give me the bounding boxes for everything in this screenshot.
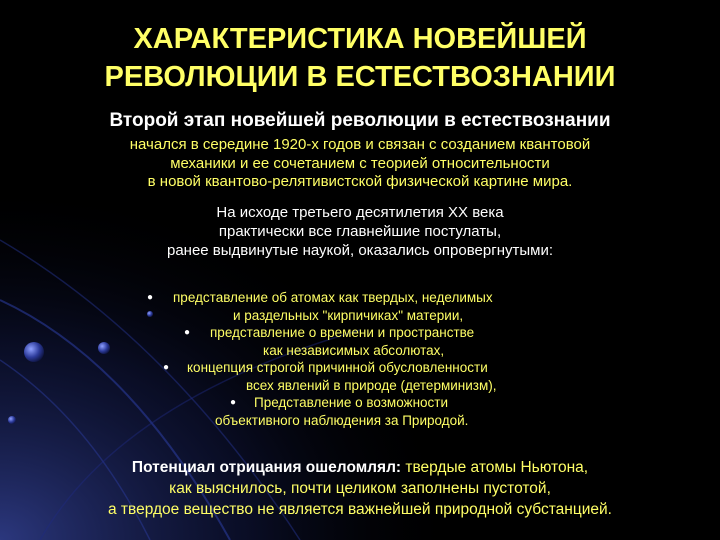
- postulates-paragraph: [20, 203, 700, 260]
- conclusion-line: твердые атомы Ньютона,: [401, 459, 589, 476]
- title-line: РЕВОЛЮЦИИ В ЕСТЕСТВОЗНАНИИ: [104, 61, 616, 93]
- conclusion-line: как выяснилось, почти целиком заполнены пустотой,: [169, 480, 551, 497]
- intro-text: [20, 136, 700, 192]
- bullet-icon: ●: [163, 362, 170, 373]
- bullet-text: как независимых абсолютах,: [263, 342, 445, 358]
- bullet-item: [184, 324, 720, 342]
- title-line: ХАРАКТЕРИСТИКА НОВЕЙШЕЙ: [133, 23, 587, 55]
- bullet-icon: ●: [184, 327, 191, 338]
- bullet-list: [0, 289, 720, 429]
- para-line: ранее выдвинутые наукой, оказались опровергнутыми:: [166, 242, 553, 259]
- conclusion-line: а твердое вещество не является важнейшей природной субстанцией.: [108, 501, 612, 518]
- intro-line: начался в середине 1920-х годов и связан с созданием квантовой: [129, 136, 591, 153]
- para-line: практически все главнейшие постулаты,: [218, 223, 502, 240]
- bullet-item: [147, 289, 720, 307]
- para-line: На исходе третьего десятилетия XX века: [216, 204, 504, 221]
- bullet-icon: ●: [230, 397, 237, 408]
- intro-line: механики и ее сочетанием с теорией относительности: [170, 154, 550, 172]
- slide-title: [60, 20, 660, 96]
- bullet-text: объективного наблюдения за Природой.: [215, 412, 469, 428]
- bullet-text: представление об атомах как твердых, неделимых: [173, 290, 493, 305]
- bullet-text: всех явлений в природе (детерминизм),: [246, 377, 497, 393]
- section-heading: Второй этап новейшей революции в естествознании: [109, 110, 611, 131]
- bullet-text: представление о времени и пространстве: [210, 325, 475, 340]
- conclusion-lead: Потенциал отрицания ошеломлял:: [131, 459, 402, 476]
- intro-line: в новой квантово-релятивистской физической картине мира.: [147, 173, 573, 190]
- bullet-text: Представление о возможности: [254, 395, 449, 410]
- bullet-item: [163, 359, 720, 377]
- bullet-item: [230, 394, 720, 412]
- bullet-text: и раздельных "кирпичиках" материи,: [233, 307, 464, 323]
- bullet-text: концепция строгой причинной обусловленности: [187, 360, 488, 375]
- bullet-icon: ●: [147, 292, 154, 303]
- conclusion-text: [20, 457, 700, 520]
